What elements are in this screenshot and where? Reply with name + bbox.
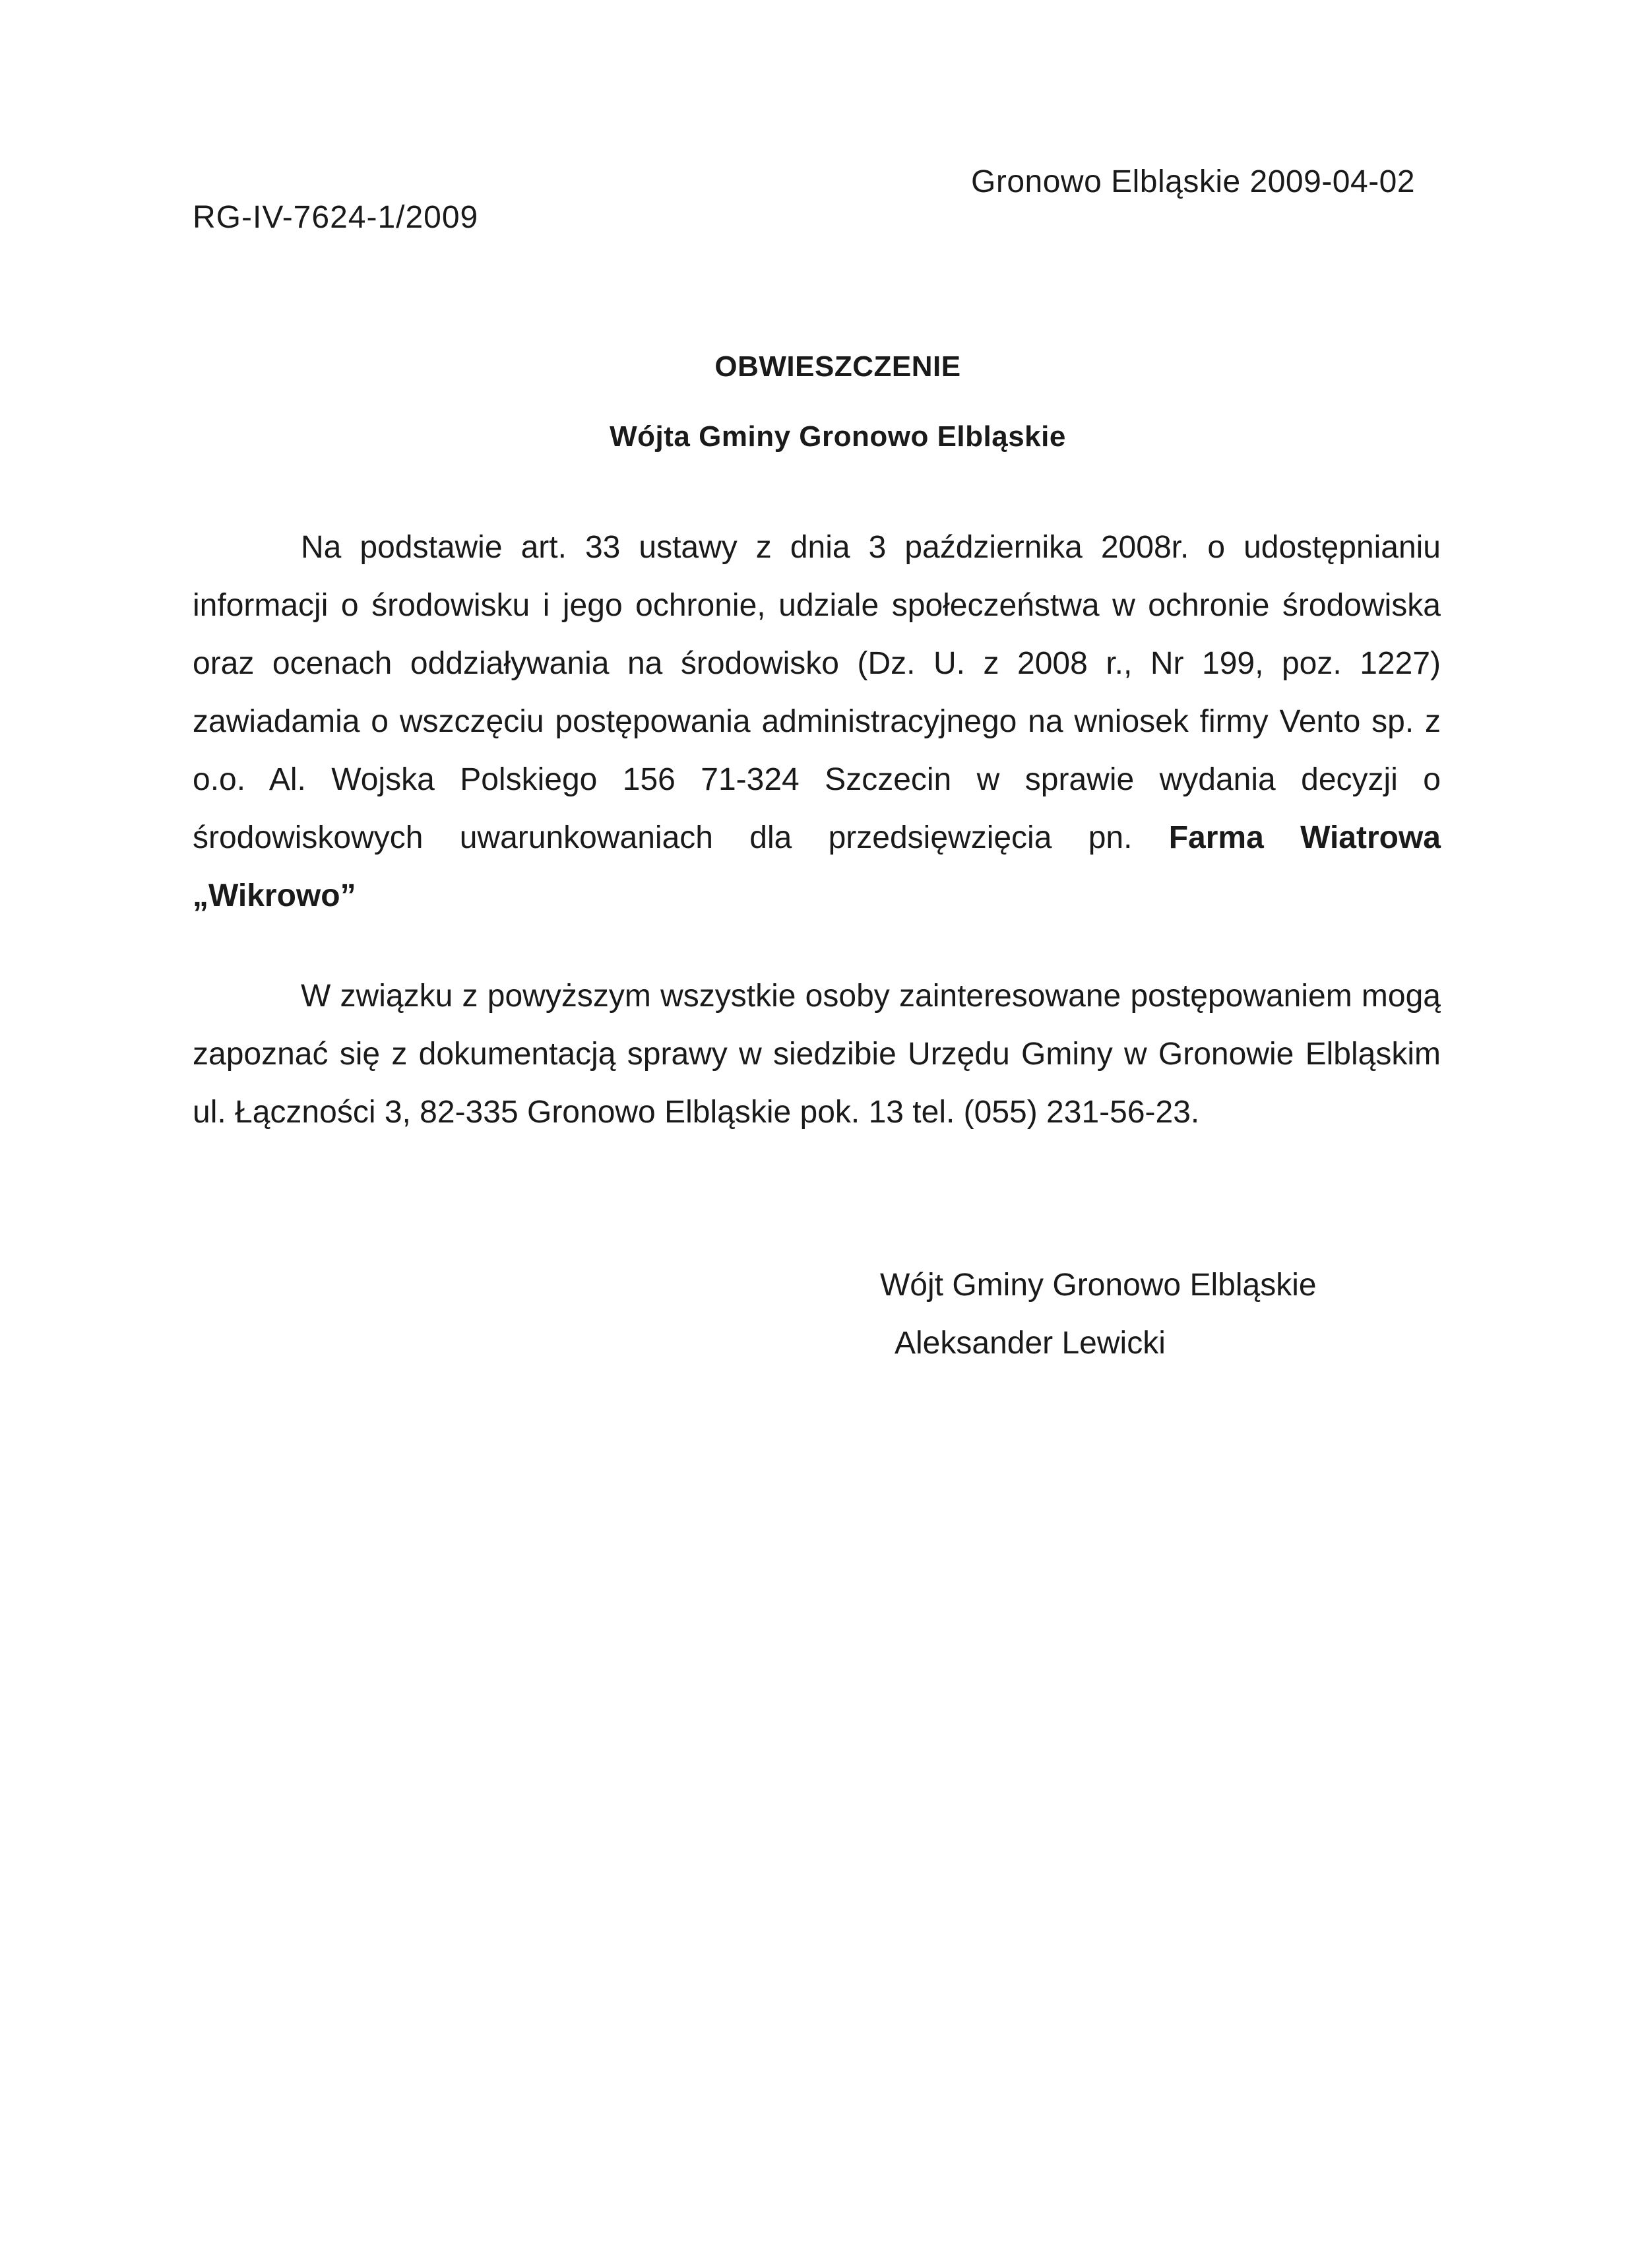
body-text (193, 519, 1441, 1142)
paragraph-notice (193, 519, 1441, 925)
reference-number: RG-IV-7624-1/2009 (193, 200, 479, 235)
document-subtitle: Wójta Gminy Gronowo Elbląskie (610, 420, 1066, 453)
paragraph-documentation: W związku z powyższym wszystkie osoby zainteresowane postępowaniem mogą zapoznać się z dokumentacją sprawy w siedzibie Urzędu Gminy w Gronowie Elbląskim ul. Łączności 3, 82-335 Gronowo Elbląskie pok. 13 tel. (055) 231-56-23. (193, 979, 1441, 1130)
signature-name: Aleksander Lewicki (895, 1326, 1166, 1361)
document-title: OBWIESZCZENIE (714, 350, 961, 383)
place-and-date: Gronowo Elbląskie 2009-04-02 (971, 164, 1416, 199)
paragraph-notice-text: Na podstawie art. 33 ustawy z dnia 3 października 2008r. o udostępnianiu informacji o środowisku i jego ochronie, udziale społeczeństwa w ochronie środowiska oraz ocenach oddziaływania na środowisko (Dz. U. z 2008 r., Nr 199, poz. 1227) zawiadamia o wszczęciu postępowania administracyjnego na wniosek firmy Vento sp. z o.o. Al. Wojska Polskiego 156 71-324 Szczecin w sprawie wydania decyzji o środowiskowych uwarunkowaniach dla przedsięwzięcia pn. (193, 530, 1441, 855)
project-name: Farma Wiatrowa „Wikrowo” (193, 820, 1441, 913)
heading-block (0, 347, 1636, 457)
signature-block (880, 1256, 1317, 1373)
signature-title: Wójt Gminy Gronowo Elbląskie (880, 1268, 1317, 1303)
